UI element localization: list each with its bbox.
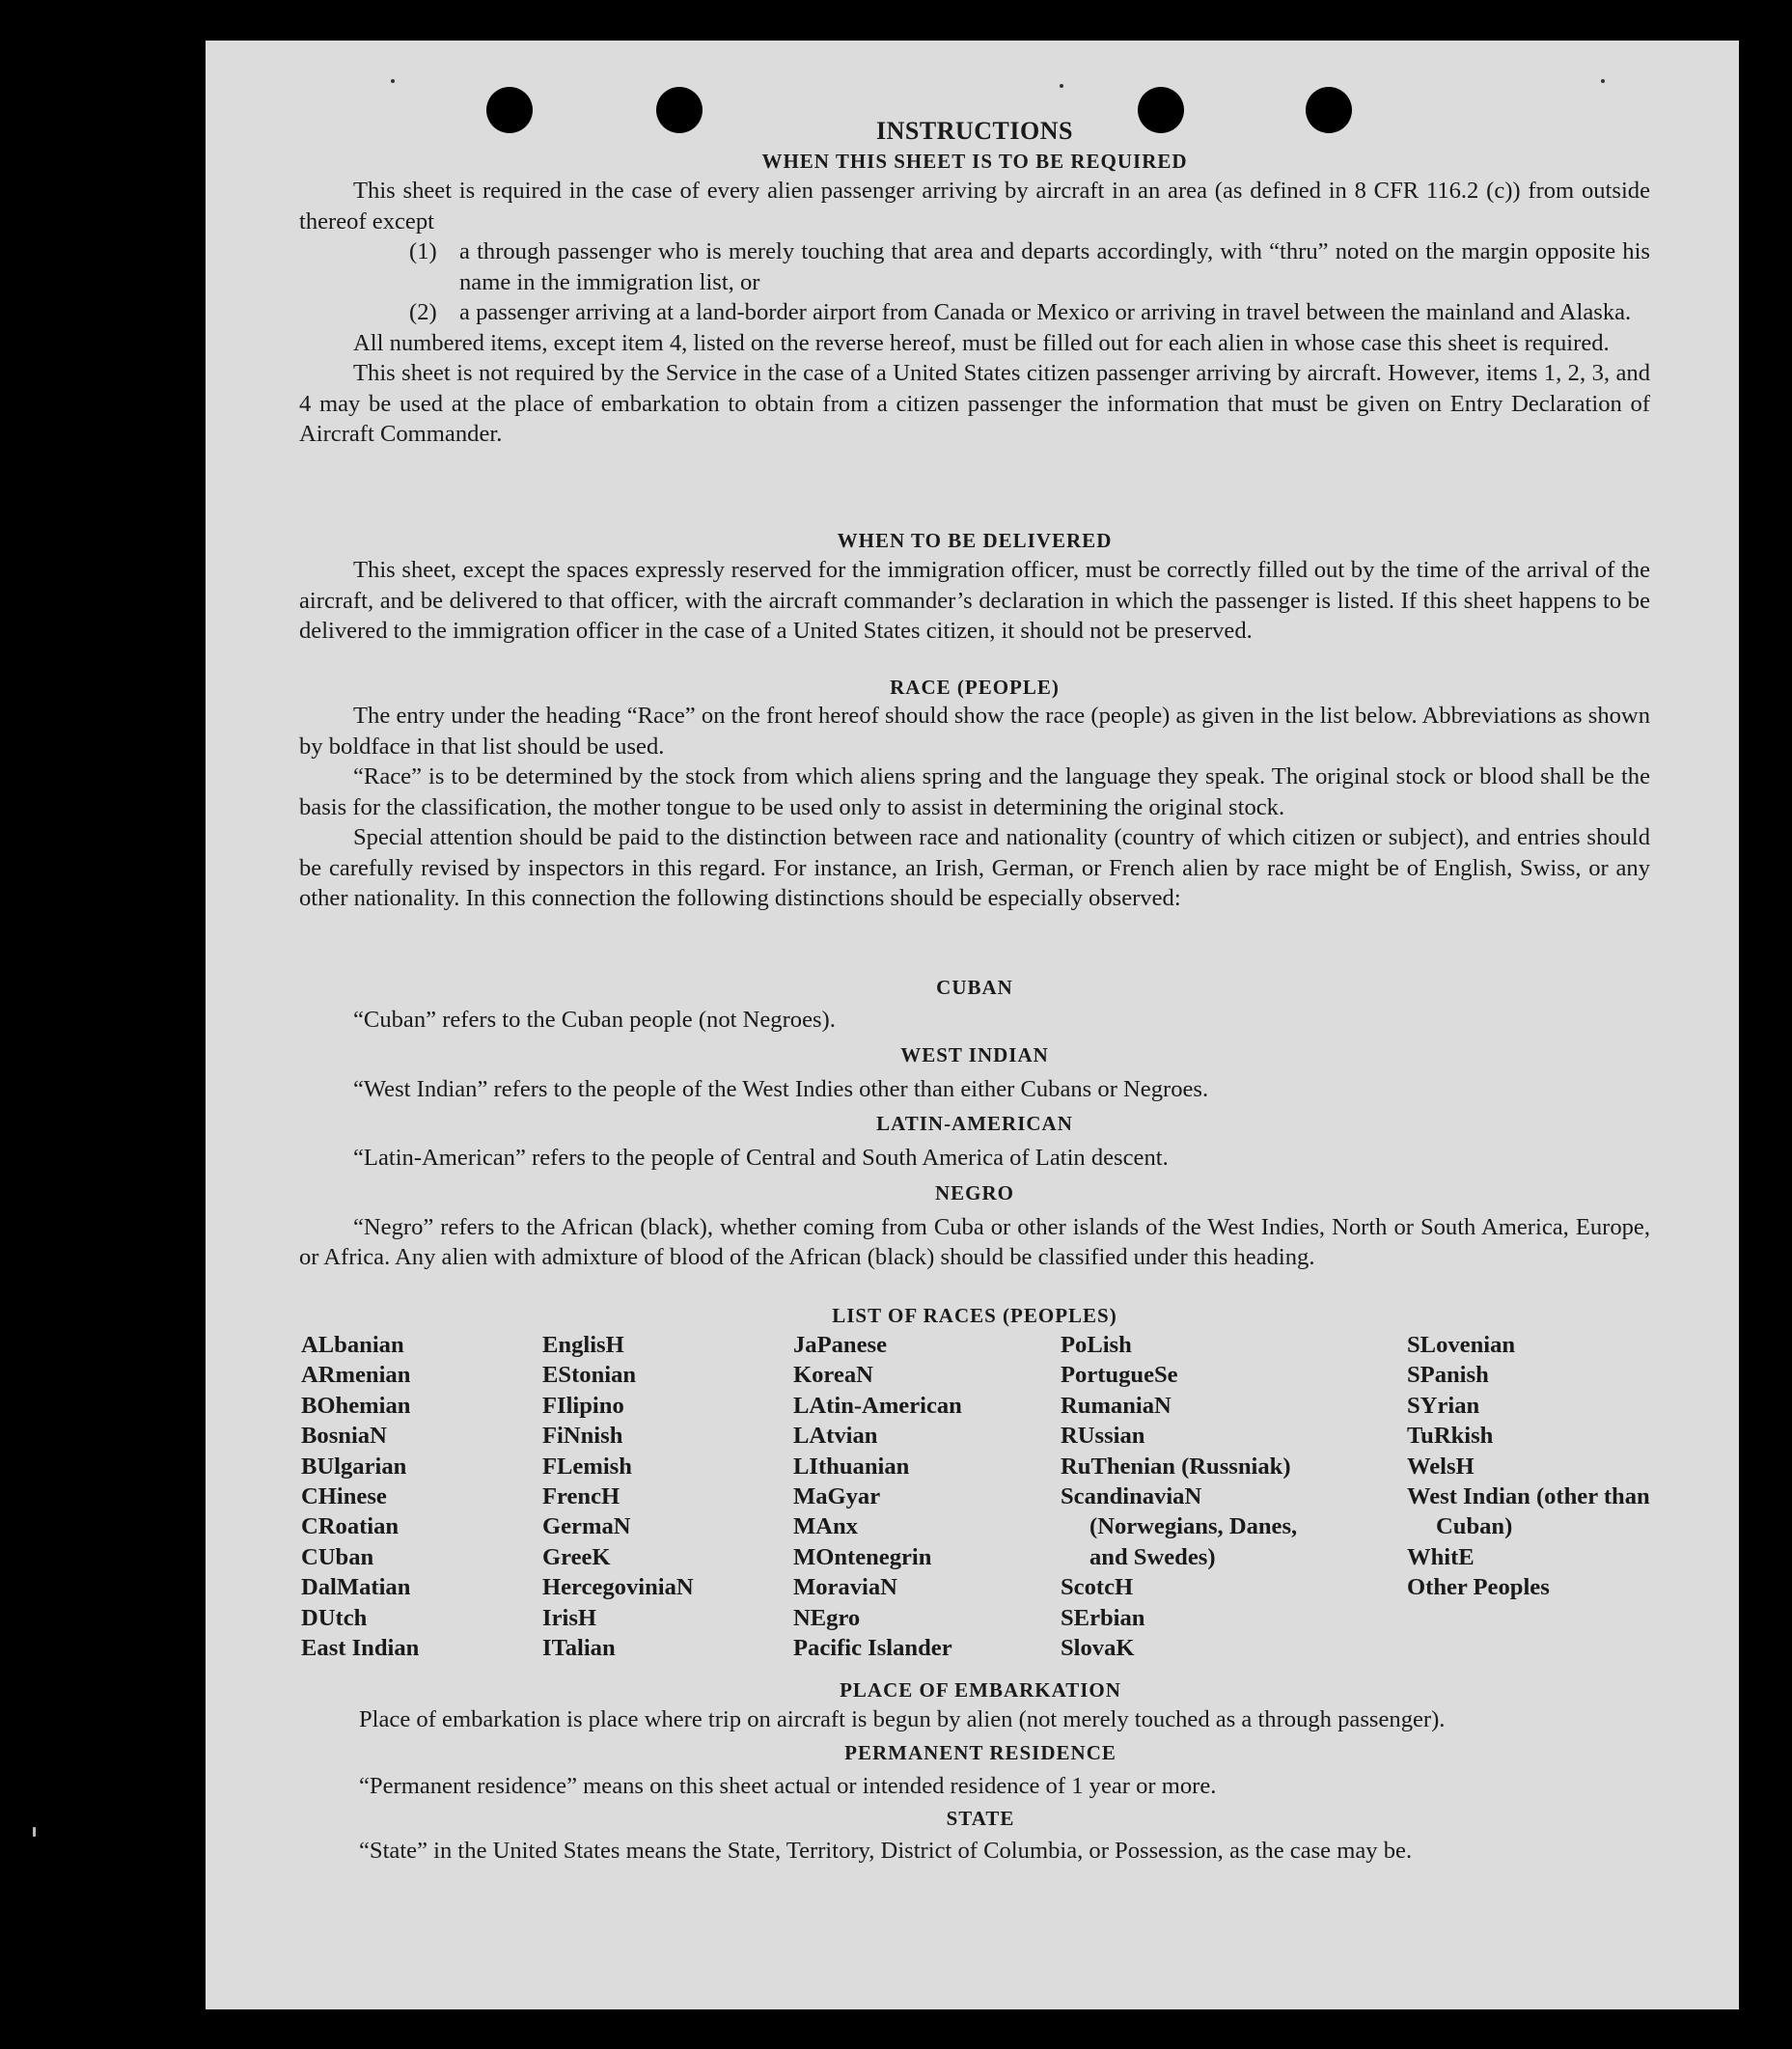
race-entry: SLovenian <box>1407 1332 1516 1358</box>
when-delivered-section <box>299 526 1650 647</box>
race-paragraph-1: The entry under the heading “Race” on the front hereof should show the race (people) as given in the list below. Abbreviations as shown by boldface in that list should be used. <box>299 703 1650 760</box>
heading-embarkation: PLACE OF EMBARKATION <box>840 1678 1121 1702</box>
heading-when-delivered: WHEN TO BE DELIVERED <box>837 529 1113 552</box>
race-entry: SYrian <box>1407 1392 1480 1419</box>
race-paragraph-3: Special attention should be paid to the distinction between race and nationality (country of which citizen or subject), and entries should be carefully revised by inspectors in this regard. For instance, an Irish, German, or French alien by race might be of English, Swiss, or any other nationality. In this connection the following distinctions should be especially observed: <box>299 824 1650 911</box>
heading-state: STATE <box>946 1807 1015 1830</box>
race-entry: GreeK <box>542 1543 611 1570</box>
when-delivered-text: This sheet, except the spaces expressly reserved for the immigration officer, must be correctly filled out by the time of the arrival of the aircraft, and be delivered to that officer, with the aircraft commander’s declaration in which the passenger is listed. If this sheet happens to be delivered to the immigration officer in the case of a United States citizen, it should not be preserved. <box>299 557 1650 644</box>
race-entry: DUtch <box>301 1604 368 1631</box>
race-paragraph-2: “Race” is to be determined by the stock from which aliens spring and the language they speak. The original stock or blood shall be the basis for the classification, the mother tongue to be used only to assist in determining the original stock. <box>299 763 1650 820</box>
race-entry: ScandinaviaN (Norwegians, Danes, and Swedes) <box>1061 1483 1298 1570</box>
race-entry: SlovaK <box>1061 1635 1135 1662</box>
residence-text: “Permanent residence” means on this sheet actual or intended residence of 1 year or more. <box>359 1772 1217 1799</box>
race-entry: CUban <box>301 1543 374 1570</box>
race-entry: WhitE <box>1407 1543 1475 1570</box>
race-entry: Pacific Islander <box>793 1635 952 1662</box>
race-entry: CRoatian <box>301 1513 400 1540</box>
embarkation-text: Place of embarkation is place where trip on aircraft is begun by alien (not merely touched as a through passenger). <box>359 1706 1446 1732</box>
when-required-intro: This sheet is required in the case of every alien passenger arriving by aircraft in an area (as defined in 8 CFR 116.2 (c)) from outside thereof except <box>299 178 1650 235</box>
race-entry: WelsH <box>1407 1453 1475 1480</box>
state-text: “State” in the United States means the State, Territory, District of Columbia, or Possession, as the case may be. <box>359 1838 1413 1864</box>
race-entry: RumaniaN <box>1061 1392 1172 1419</box>
races-column-5 <box>1407 1330 1663 1603</box>
race-entry: BOhemian <box>301 1392 411 1419</box>
race-entry: MoraviaN <box>793 1574 897 1601</box>
race-entry: West Indian (other than Cuban) <box>1407 1483 1650 1540</box>
numbered-items-paragraph: All numbered items, except item 4, listed on the reverse hereof, must be filled out for each alien in whose case this sheet is required. <box>353 329 1610 356</box>
race-entry: EnglisH <box>542 1332 624 1358</box>
race-entry: BUlgarian <box>301 1453 407 1480</box>
race-entry: LIthuanian <box>793 1453 910 1480</box>
race-section <box>299 674 1650 914</box>
race-entry: MOntenegrin <box>793 1543 932 1570</box>
race-entry: MAnx <box>793 1513 858 1540</box>
west-indian-text: “West Indian” refers to the people of the West Indies other than either Cubans or Negroes. <box>353 1075 1209 1102</box>
speck <box>1060 84 1063 88</box>
races-list <box>301 1330 1671 1662</box>
race-entry: Other Peoples <box>1407 1574 1550 1601</box>
item-number: (2) <box>409 299 437 325</box>
race-entry: PoLish <box>1061 1332 1132 1358</box>
bottom-section <box>305 1675 1656 1867</box>
race-entry: RuThenian (Russniak) <box>1061 1453 1291 1480</box>
race-entry: FLemish <box>542 1453 632 1480</box>
race-entry: RUssian <box>1061 1423 1145 1450</box>
race-entry: EStonian <box>542 1362 637 1389</box>
list-heading-wrap <box>299 1301 1650 1330</box>
speck <box>391 79 395 83</box>
latin-american-text: “Latin-American” refers to the people of Central and South America of Latin descent. <box>353 1145 1169 1171</box>
negro-text: “Negro” refers to the African (black), whether coming from Cuba or other islands of the West Indies, North or South America, Europe, or Africa. Any alien with admixture of blood of the African (black) should be classified under this heading. <box>299 1213 1650 1270</box>
race-entry: LAtvian <box>793 1423 878 1450</box>
race-entry: ARmenian <box>301 1362 411 1389</box>
heading-permanent-residence: PERMANENT RESIDENCE <box>844 1740 1117 1764</box>
race-entry: DalMatian <box>301 1574 411 1601</box>
race-entry: LAtin-American <box>793 1392 962 1419</box>
page-title: INSTRUCTIONS <box>876 117 1073 145</box>
race-entry: FIlipino <box>542 1392 624 1419</box>
speck <box>33 1827 36 1837</box>
race-entry: HercegoviniaN <box>542 1574 694 1601</box>
item-text: a passenger arriving at a land-border airport from Canada or Mexico or arriving in travel between the mainland and Alaska. <box>459 299 1632 325</box>
item-text: a through passenger who is merely touching that area and departs accordingly, with “thru” noted on the margin opposite his name in the immigration list, or <box>459 238 1650 295</box>
race-entry: SPanish <box>1407 1362 1489 1389</box>
speck <box>1601 79 1605 83</box>
item-number: (1) <box>409 238 437 264</box>
race-entry: SErbian <box>1061 1604 1145 1631</box>
races-column-2 <box>542 1330 784 1663</box>
heading-negro: NEGRO <box>934 1180 1014 1204</box>
race-entry: ITalian <box>542 1635 616 1662</box>
race-entry: BosniaN <box>301 1423 387 1450</box>
exception-item-1 <box>299 236 1650 297</box>
race-entry: PortugueSe <box>1061 1362 1178 1389</box>
cuban-text: “Cuban” refers to the Cuban people (not Negroes). <box>353 1007 836 1033</box>
race-entry: MaGyar <box>793 1483 881 1510</box>
heading-west-indian: WEST INDIAN <box>900 1042 1049 1066</box>
races-column-3 <box>793 1330 1054 1663</box>
race-entry: TuRkish <box>1407 1423 1494 1450</box>
definitions-section <box>299 970 1650 1273</box>
race-entry: IrisH <box>542 1604 597 1631</box>
race-entry: FrencH <box>542 1483 620 1510</box>
race-entry: ALbanian <box>301 1332 404 1358</box>
citizen-paragraph: This sheet is not required by the Service in the case of a United States citizen passenger arriving by aircraft. However, items 1, 2, 3, and 4 may be used at the place of embarkation to obtain from a citizen passenger the information that must be given on Entry Declaration of Aircraft Commander. <box>299 360 1650 447</box>
heading-list-of-races: LIST OF RACES (PEOPLES) <box>832 1304 1117 1327</box>
race-entry: GermaN <box>542 1513 631 1540</box>
race-entry: JaPanese <box>793 1332 887 1358</box>
race-entry: CHinese <box>301 1483 387 1510</box>
heading-when-required: WHEN THIS SHEET IS TO BE REQUIRED <box>761 150 1188 173</box>
race-entry: East Indian <box>301 1635 420 1662</box>
races-column-1 <box>301 1330 533 1663</box>
race-entry: ScotcH <box>1061 1574 1134 1601</box>
heading-race: RACE (PEOPLE) <box>890 676 1060 699</box>
race-entry: NEgro <box>793 1604 861 1631</box>
when-required-section <box>299 116 1650 450</box>
races-column-4 <box>1061 1330 1336 1663</box>
heading-cuban: CUBAN <box>936 976 1013 999</box>
instruction-sheet <box>206 41 1739 2009</box>
race-entry: FiNnish <box>542 1423 623 1450</box>
exception-item-2 <box>299 297 1650 328</box>
race-entry: KoreaN <box>793 1362 873 1389</box>
heading-latin-american: LATIN-AMERICAN <box>876 1112 1073 1135</box>
